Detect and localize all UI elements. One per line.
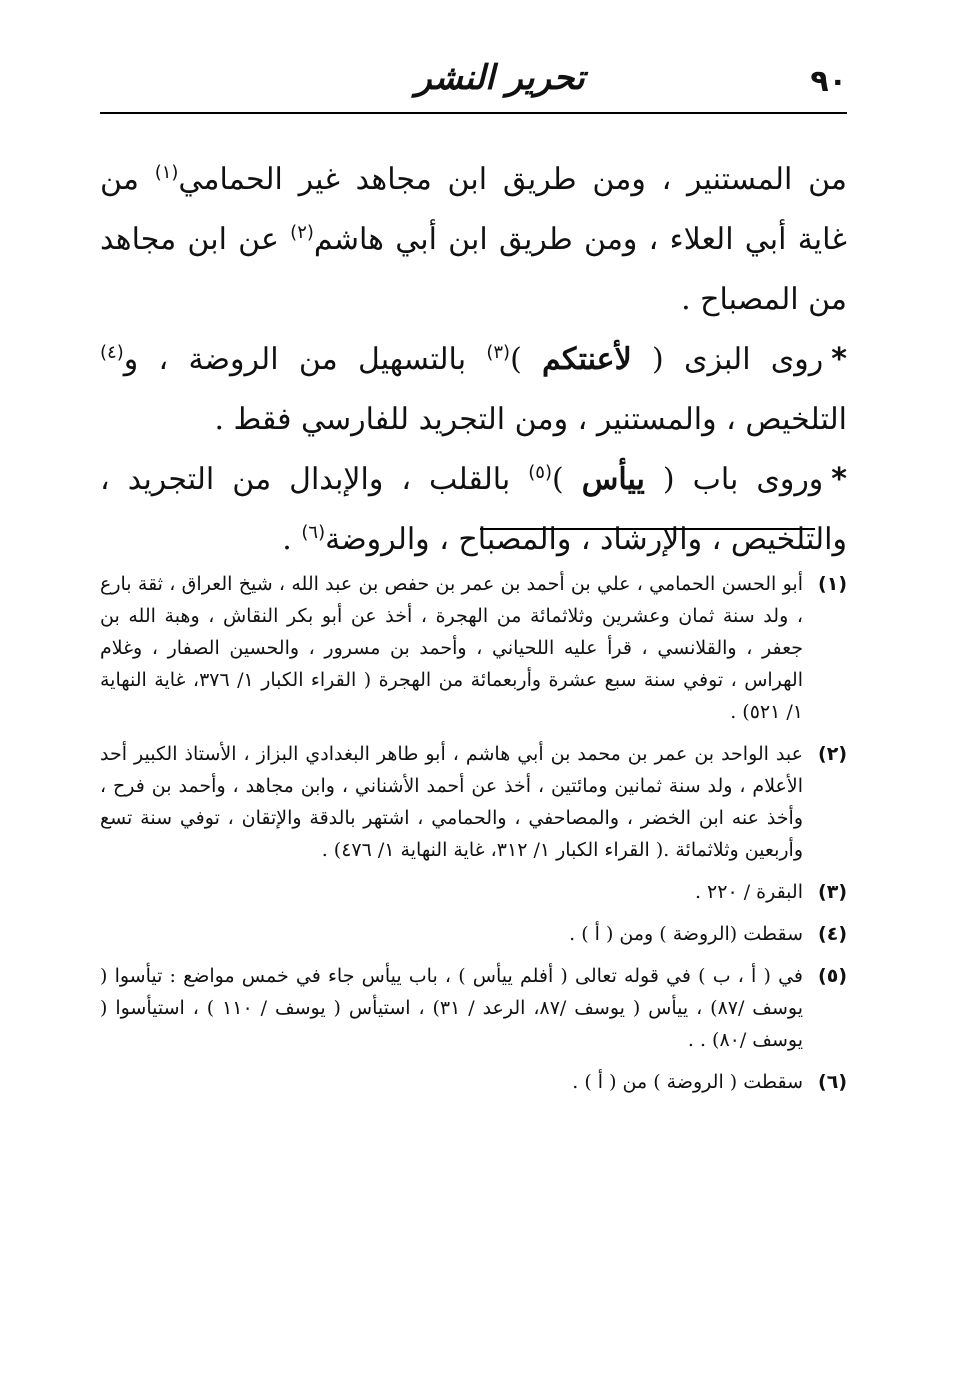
footnote-4: [100, 918, 847, 950]
main-text: [100, 150, 847, 570]
footnote-5: [100, 960, 847, 1056]
footnote-marker: (١): [818, 573, 847, 595]
footnote-ref-4[interactable]: (٤): [100, 342, 124, 363]
text-run: من المستنير ، ومن طريق ابن مجاهد غير الحمامي: [178, 162, 847, 197]
footnote-ref-1[interactable]: (١): [154, 162, 179, 183]
quranic-word: لأعنتكم: [542, 342, 632, 377]
book-title: تحرير النشر: [415, 58, 585, 98]
text-run: .: [282, 522, 302, 557]
text-run: بالقلب ، والإبدال من التجريد ، والتلخيص ، والإرشاد ، والمصباح ، والروضة: [100, 462, 847, 557]
footnote-ref-3[interactable]: (٣): [486, 342, 511, 363]
text-run: وروى باب (: [644, 462, 824, 497]
footnote-ref-6[interactable]: (٦): [301, 522, 326, 543]
footnote-text: عبد الواحد بن عمر بن محمد بن أبي هاشم ، أبو طاهر البغدادي البزاز ، الأستاذ الكبير أحد الأعلام ، ولد سنة ثمانين ومائتين ، أخذ عن أحمد الأشناني ، وابن مجاهد ، وأحمد بن فرح ، وأخذ عنه ابن الخضر ، والمصاحفي ، والحمامي ، اشتهر بالدقة والإتقان ، توفي سنة تسع وأربعين وثلاثمائة .( القراء الكبار ١/ ٣١٢، غاية النهاية ١/ ٤٧٦) .: [100, 743, 803, 861]
footnote-3: [100, 876, 847, 908]
text-run: روى البزى (: [631, 342, 824, 377]
asterisk-bullet: *: [831, 462, 847, 497]
footnote-marker: (٣): [818, 881, 847, 903]
footnote-1: [100, 568, 847, 728]
header-rule: [100, 112, 847, 114]
main-paragraph-2: [100, 330, 847, 450]
asterisk-bullet: *: [831, 342, 847, 377]
footnote-text: أبو الحسن الحمامي ، علي بن أحمد بن عمر بن حفص بن عبد الله ، شيخ العراق ، ثقة بارع ، ولد سنة ثمان وعشرين وثلاثمائة من الهجرة ، أخذ عن أبو بكر النقاش ، وهبة الله بن جعفر ، والقلانسي ، قرأ عليه اللحياني ، وأحمد بن مسرور ، والحسين الصفار ، وغلام الهراس ، توفي سنة سبع عشرة وأربعمائة من الهجرة ( القراء الكبار ١/ ٣٧٦، غاية النهاية ١/ ٥٢١) .: [100, 573, 803, 723]
main-paragraph-1: [100, 150, 847, 330]
text-run: ): [510, 342, 543, 377]
text-run: من غاية أبي العلاء ، ومن طريق ابن أبي هاشم: [100, 162, 847, 257]
footnote-marker: (٤): [818, 923, 847, 945]
page-header: [100, 52, 847, 114]
page-number: ٩٠: [810, 64, 847, 99]
footnote-text: البقرة / ٢٢٠ .: [694, 881, 803, 903]
footnote-2: [100, 738, 847, 866]
footnote-marker: (٢): [818, 743, 847, 765]
footnote-6: [100, 1066, 847, 1098]
text-run: ): [551, 462, 582, 497]
footnote-ref-5[interactable]: (٥): [528, 462, 552, 483]
footnote-marker: (٦): [818, 1071, 847, 1093]
footnote-text: في ( أ ، ب ) في قوله تعالى ( أفلم ييأس ) ، باب ييأس جاء في خمس مواضع : تيأسوا ( يوسف /٨٧) ، ييأس ( يوسف /٨٧، الرعد / ٣١) ، استيأس ( يوسف / ١١٠ ) ، استيأسوا ( يوسف /٨٠) . .: [100, 965, 803, 1051]
text-run: بالتسهيل من الروضة ، و: [123, 342, 487, 377]
footnote-marker: (٥): [818, 965, 847, 987]
footnotes: [100, 568, 847, 1108]
footnote-ref-2[interactable]: (٢): [290, 222, 314, 243]
footnote-separator: [480, 528, 815, 530]
footnote-text: سقطت (الروضة ) ومن ( أ ) .: [569, 923, 803, 945]
footnote-text: سقطت ( الروضة ) من ( أ ) .: [572, 1071, 803, 1093]
text-run: عن ابن مجاهد من المصباح .: [100, 222, 847, 317]
quranic-word: ييأس: [581, 462, 645, 497]
main-paragraph-3: [100, 450, 847, 570]
text-run: التلخيص ، والمستنير ، ومن التجريد للفارسي فقط .: [214, 402, 847, 437]
